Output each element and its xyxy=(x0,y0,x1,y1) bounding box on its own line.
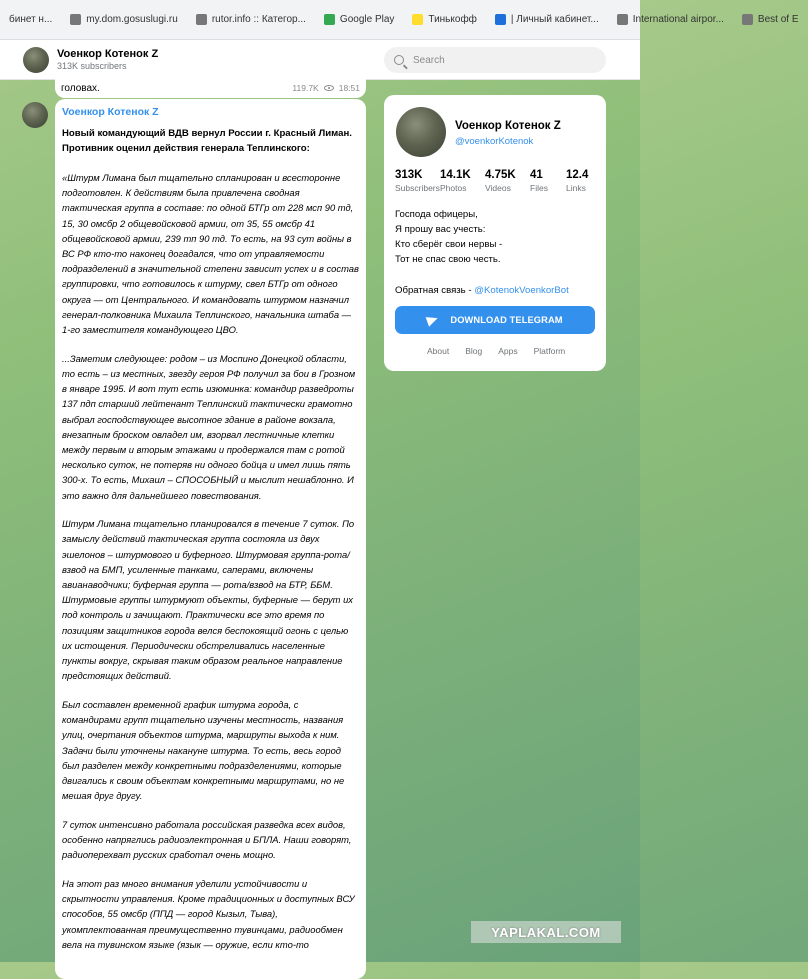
bookmark-label: International airpor... xyxy=(632,14,724,25)
previous-message-text: головах. xyxy=(61,82,100,94)
stat-photos[interactable] xyxy=(440,169,485,193)
bookmark-label: | Личный кабинет... xyxy=(510,14,599,25)
message-paragraph: «Штурм Лимана был тщательно спланирован и всесторонне подготовлен. К действиям была привлечена сводная тактическая группа в составе: по одной БТГр от 228 мсп 90 тд, 15, 30 омсбр 2 общевойсковой армии, от 35, 55 омсбр 41 общевойсковой армии, 239 тп 90 тд. То есть, на 93 сут войны в ВС РФ кто-то наконец догадался, что от управляемости подразделений в значительной степени зависит успех и в состав группировки, что готовилось к штурму, свел БТГр от одного округа — от Центрального. И командовать штурмом назначил генерал-полковника Михаила Теплинского, начальника штаба — 1-го заместителя командующего ЦВО. xyxy=(62,172,359,336)
feedback-label: Обратная связь - xyxy=(395,285,475,296)
bookmark-label: rutor.info :: Категор... xyxy=(211,14,306,25)
bookmark-label: Best of E xyxy=(757,14,799,25)
description-line: Господа офицеры, xyxy=(395,209,478,220)
bookmark-label: Google Play xyxy=(339,14,395,25)
feedback-line xyxy=(395,283,569,298)
footer-link-about[interactable]: About xyxy=(427,346,450,356)
bookmark-7[interactable] xyxy=(733,0,808,40)
bookmark-1[interactable] xyxy=(61,0,187,40)
eye-icon xyxy=(324,85,334,91)
stat-videos[interactable] xyxy=(485,169,530,193)
stat-label: Files xyxy=(530,183,548,193)
stat-label: Links xyxy=(566,183,586,193)
telegram-plane-icon xyxy=(426,313,440,326)
message-paragraph: 7 суток интенсивно работала российская разведка всех видов, особенно напряглись радиоэлектронная и БПЛА. Наши говорят, радиоперехват русских сработал очень мощно. xyxy=(62,818,352,861)
message-author-avatar[interactable] xyxy=(22,102,48,128)
message-bubble xyxy=(55,99,366,979)
stat-subscribers xyxy=(395,169,440,193)
channel-title: Voенкор Котенок Z xyxy=(57,48,159,60)
search-placeholder: Search xyxy=(413,54,445,66)
channel-card xyxy=(384,95,606,371)
bookmark-label: Тинькофф xyxy=(428,14,477,25)
message-meta xyxy=(292,83,360,93)
search-input[interactable] xyxy=(384,47,606,73)
download-telegram-button[interactable] xyxy=(395,306,595,334)
channel-card-handle[interactable]: @voenkorKotenok xyxy=(455,136,534,147)
channel-header xyxy=(0,40,640,80)
footer-link-apps[interactable]: Apps xyxy=(498,346,518,356)
bookmark-2[interactable] xyxy=(187,0,315,40)
stat-files[interactable] xyxy=(530,169,566,193)
footer-links xyxy=(427,346,565,356)
stat-value: 12.4 xyxy=(566,169,589,181)
stat-value: 14.1K xyxy=(440,169,471,181)
bookmark-3[interactable] xyxy=(315,0,403,40)
channel-card-avatar xyxy=(396,107,446,157)
description-line: Я прошу вас учесть: xyxy=(395,224,486,235)
bookmark-0[interactable] xyxy=(0,0,61,40)
stat-value: 4.75K xyxy=(485,169,516,181)
message-paragraph: ...Заметим следующее: родом – из Моспино Донецкой области, то есть – из местных, звезду героя РФ получил за бои в Грозном в январе 1995. И вот тут есть изюминка: командир разведроты 137 пдп старший лейтенант Теплинский тактически грамотно выбрал господствующее высотное здание в районе вокзала, внезапным броском овладел им, взорвал лестничные клетки между первым и вторым этажами и продержался там с ротой несколько суток, не потеряв ни одного бойца и имел лишь пять 300-х. То есть, Михаил – СПОСОБНЫЙ и мыслит нешаблонно. И это важно для дальнейшего повествования. xyxy=(62,352,356,501)
message-paragraph: Штурм Лимана тщательно планировался в течение 7 суток. По замыслу действий тактическая группа состояла из двух эшелонов – штурмового и буферного. Штурмовая группа-рота/взвод на БМП, усиленные танками, саперами, включены авианаводчики; буферная группа — рота/взвод на БТР, ББМ. Штурмовые группы штурмуют объекты, буферные — берут их под контроль и зачищают. Практически все это время по позициям защитников города велся беспокоящий огонь с целью их истощения. Периодически обстреливались населенные пункты вокруг, скрывая таким образом реальное направление предстоящих действий. xyxy=(62,518,355,682)
channel-stats xyxy=(395,169,605,193)
view-count: 119.7K xyxy=(292,83,319,93)
stat-links[interactable] xyxy=(566,169,611,193)
stat-value: 313K xyxy=(395,169,423,181)
site-icon xyxy=(742,14,753,25)
play-icon xyxy=(324,14,335,25)
feedback-link[interactable]: @KotenokVoenkorBot xyxy=(474,285,569,296)
message-paragraph: Был составлен временной график штурма города, с командирами групп тщательно изучены местность, названия улиц, очертания объектов штурма, маршруты выхода к ним. Задачи были уточнены накануне штурма. То есть, весь город был разделен между конкретными подразделениями, которые двигались к своим объектам конкретными маршрутами, но не мешая друг другу. xyxy=(62,699,345,802)
description-line: Тот не спас свою честь. xyxy=(395,254,501,265)
stat-label: Subscribers xyxy=(395,183,440,193)
channel-description xyxy=(395,207,569,298)
message-headline: Новый командующий ВДВ вернул России г. Красный Лиман. Противник оценил действия генерала Теплинского: xyxy=(62,128,352,154)
message-time: 18:51 xyxy=(338,83,360,93)
previous-message xyxy=(55,78,366,98)
bookmark-label: бинет н... xyxy=(9,14,53,25)
site-icon xyxy=(412,14,423,25)
channel-avatar[interactable] xyxy=(23,47,49,73)
site-icon xyxy=(196,14,207,25)
bookmark-6[interactable] xyxy=(608,0,733,40)
stat-label: Videos xyxy=(485,183,511,193)
channel-subscribers: 313K subscribers xyxy=(57,61,127,71)
download-button-label: DOWNLOAD TELEGRAM xyxy=(450,315,563,325)
footer-link-platform[interactable]: Platform xyxy=(533,346,566,356)
channel-info[interactable] xyxy=(57,48,158,71)
search-icon xyxy=(394,55,404,65)
channel-card-title: Voенкор Котенок Z xyxy=(455,120,561,132)
bookmarks-bar xyxy=(0,0,799,40)
message-author[interactable]: Voенкор Котенок Z xyxy=(62,106,159,118)
bookmark-label: my.dom.gosuslugi.ru xyxy=(86,14,178,25)
stat-label: Photos xyxy=(440,183,467,193)
site-icon xyxy=(70,14,81,25)
message-paragraph: На этот раз много внимания уделили устойчивости и скрытности управления. Кроме традиционных и доступных ВСУ способов, 55 омсбр (ППД — город Кызыл, Тыва), укомплектованная преимущественно тувинцами, радиообмен вела на тувинском языке (язык — оружие, если кто-то xyxy=(62,878,355,950)
bookmark-4[interactable] xyxy=(403,0,486,40)
footer-link-blog[interactable]: Blog xyxy=(465,346,483,356)
bookmark-5[interactable] xyxy=(486,0,608,40)
stat-value: 41 xyxy=(530,169,543,181)
watermark: YAPLAKAL.COM xyxy=(471,921,621,943)
site-icon xyxy=(495,14,506,25)
description-line: Кто сберёг свои нервы - xyxy=(395,239,503,250)
site-icon xyxy=(617,14,628,25)
